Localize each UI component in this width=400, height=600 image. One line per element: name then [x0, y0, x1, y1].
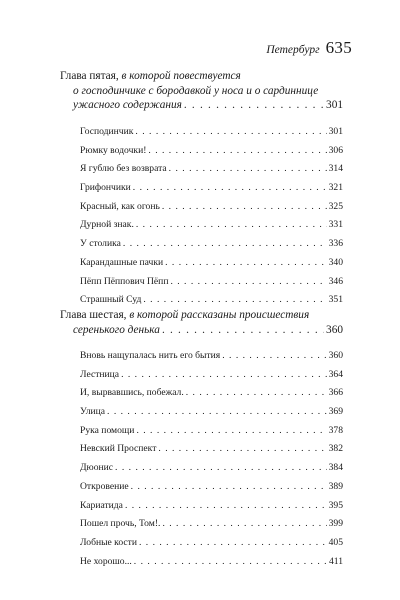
toc-entry-title: Карандашные пачки: [80, 256, 164, 268]
chapter-description: в которой рассказаны происшествия: [129, 309, 310, 321]
toc-entry[interactable]: [80, 387, 343, 406]
toc-entry-page: 399: [328, 518, 343, 530]
toc-entry[interactable]: [80, 518, 343, 537]
toc-entry-title: Откровение: [80, 480, 129, 492]
toc-entry-title: Рюмку водочки!: [80, 144, 147, 156]
toc-entry[interactable]: [80, 443, 343, 462]
chapter-5-heading: [60, 69, 343, 113]
chapter-description: ужасного содержания: [73, 99, 182, 111]
toc-entry[interactable]: [80, 481, 343, 500]
dot-leader: [136, 425, 326, 436]
toc-entry[interactable]: [80, 537, 343, 556]
toc-entry[interactable]: [80, 182, 343, 201]
dot-leader: [222, 350, 326, 361]
toc-entry[interactable]: [80, 425, 343, 444]
running-title: Петербург: [266, 44, 320, 56]
toc-entry-title: Пёпп Пёппович Пёпп: [80, 275, 169, 287]
dot-leader: [162, 518, 326, 529]
dot-leader: [158, 443, 326, 454]
dot-leader: [131, 481, 327, 492]
toc-entry-page: 336: [328, 238, 343, 250]
toc-entry[interactable]: [80, 145, 343, 164]
toc-entry-page: 405: [328, 536, 343, 548]
chapter-label: Глава пятая,: [60, 70, 119, 82]
toc-entry-title: Страшный Суд: [80, 294, 142, 306]
chapter-heading-line: [60, 69, 343, 84]
toc-entry-title: Я гублю без возврата: [80, 163, 167, 175]
toc-entry[interactable]: [80, 500, 343, 519]
toc-entry[interactable]: [80, 406, 343, 425]
toc-entry-page: 384: [328, 462, 343, 474]
dot-leader: [148, 145, 326, 156]
toc-entry-title: У столика: [80, 238, 121, 250]
toc-entry-title: Пошел прочь, Том!.: [80, 518, 161, 530]
toc-entry-page: 366: [328, 387, 343, 399]
toc-entry-page: 325: [328, 200, 343, 212]
dot-leader: [136, 219, 327, 230]
chapter-heading-line: [60, 308, 343, 323]
toc-entry[interactable]: [80, 462, 343, 481]
toc-entry[interactable]: [80, 257, 343, 276]
toc-entry-title: Улица: [80, 406, 106, 418]
dot-leader: [123, 238, 327, 249]
toc-entry-title: Господинчик: [80, 126, 134, 137]
toc-entry-page: 389: [328, 480, 343, 492]
toc-entry-title: Невский Проспект: [80, 443, 157, 455]
toc-entry-page: 382: [328, 443, 343, 455]
chapter-page: 360: [326, 323, 343, 336]
toc-entry-title: Красный, как огонь: [80, 200, 160, 212]
dot-leader: [143, 294, 326, 305]
dot-leader: [107, 406, 327, 417]
toc-entry[interactable]: [80, 126, 343, 145]
toc-entry[interactable]: [80, 163, 343, 182]
dot-leader: [125, 500, 327, 511]
chapter-description: в которой повествуется: [121, 70, 241, 82]
page-header: [266, 38, 352, 58]
toc-entry-page: 378: [328, 424, 343, 436]
toc-entry-title: И, вырвавшись, побежал.: [80, 387, 184, 399]
toc-entry-page: 314: [328, 163, 343, 175]
page-number: 635: [325, 38, 352, 57]
dot-leader: [135, 126, 326, 137]
toc-entry[interactable]: [80, 219, 343, 238]
chapter-6-toc: [80, 350, 343, 574]
chapter-description: о господинчике с бородавкой у носа и о сардиннице: [73, 84, 319, 97]
toc-entry-page: 351: [328, 294, 343, 306]
dot-leader: [133, 182, 327, 193]
chapter-heading-lastline: [60, 323, 343, 338]
dot-leader: [162, 323, 324, 338]
toc-entry-page: 395: [328, 499, 343, 511]
toc-entry[interactable]: [80, 350, 343, 369]
toc-entry[interactable]: [80, 556, 343, 575]
toc-entry-page: 364: [328, 368, 343, 380]
dot-leader: [165, 257, 326, 268]
dot-leader: [121, 369, 327, 380]
toc-entry[interactable]: [80, 201, 343, 220]
toc-entry-title: Лестница: [80, 368, 120, 380]
dot-leader: [115, 462, 327, 473]
toc-entry[interactable]: [80, 276, 343, 295]
dot-leader: [162, 201, 327, 212]
toc-entry-page: 340: [328, 256, 343, 268]
toc-entry-page: 346: [328, 275, 343, 287]
toc-entry-page: 369: [328, 406, 343, 418]
chapter-5-toc: [80, 126, 343, 313]
toc-entry-page: 301: [328, 126, 343, 137]
chapter-heading-lastline: [60, 98, 343, 113]
toc-entry-title: Грифончики: [80, 182, 131, 194]
toc-entry-page: 411: [328, 555, 343, 567]
chapter-label: Глава шестая,: [60, 309, 127, 321]
toc-entry-title: Дурной знак.: [80, 219, 134, 231]
dot-leader: [184, 98, 324, 113]
dot-leader: [170, 276, 326, 287]
toc-entry-title: Лобные кости: [80, 536, 137, 548]
toc-entry-title: Не хорошо...: [80, 555, 132, 567]
chapter-description: серенького денька: [73, 323, 160, 336]
toc-entry-title: Вновь нащупалась нить его бытия: [80, 350, 221, 361]
toc-entry-title: Рука помощи: [80, 424, 135, 436]
toc-entry-page: 360: [328, 350, 343, 361]
toc-entry[interactable]: [80, 238, 343, 257]
toc-entry-page: 321: [328, 182, 343, 194]
dot-leader: [134, 556, 327, 567]
toc-entry-title: Дюонис: [80, 462, 114, 474]
chapter-6-heading: [60, 308, 343, 337]
dot-leader: [186, 387, 327, 398]
dot-leader: [139, 537, 327, 548]
toc-entry-page: 331: [328, 219, 343, 231]
dot-leader: [169, 163, 327, 174]
toc-entry-page: 306: [328, 144, 343, 156]
toc-entry-title: Кариатида: [80, 499, 123, 511]
chapter-page: 301: [326, 99, 343, 111]
toc-entry[interactable]: [80, 369, 343, 388]
